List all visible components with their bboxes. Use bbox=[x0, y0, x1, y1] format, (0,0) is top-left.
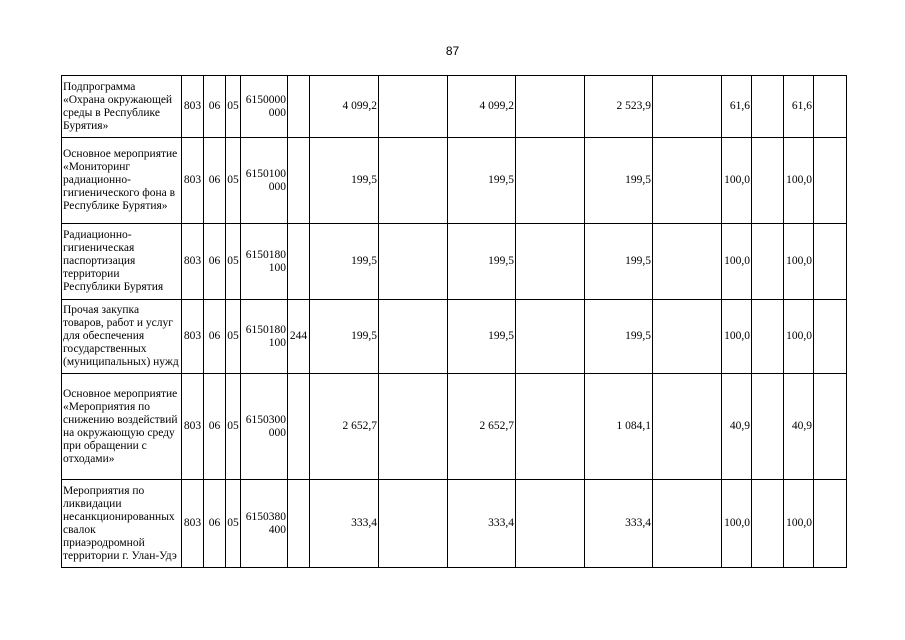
empty-cell bbox=[814, 224, 847, 300]
percent-approved-cell: 61,6 bbox=[722, 76, 752, 138]
percent-approved-cell: 100,0 bbox=[722, 138, 752, 224]
empty-cell bbox=[814, 138, 847, 224]
empty-cell bbox=[516, 374, 585, 480]
section-code-cell: 06 bbox=[204, 224, 226, 300]
executed-amount-cell: 199,5 bbox=[585, 300, 653, 374]
empty-cell bbox=[814, 76, 847, 138]
expense-type-cell bbox=[288, 224, 310, 300]
empty-cell bbox=[752, 138, 784, 224]
empty-cell bbox=[653, 224, 722, 300]
approved-amount-cell: 2 652,7 bbox=[310, 374, 379, 480]
row-name-cell: Основное мероприятие «Мероприятия по снижению воздействий на окружающую среду при обращении с отходами» bbox=[62, 374, 182, 480]
ministry-code-cell: 803 bbox=[182, 138, 204, 224]
empty-cell bbox=[653, 480, 722, 568]
percent-refined-cell: 61,6 bbox=[784, 76, 814, 138]
ministry-code-cell: 803 bbox=[182, 374, 204, 480]
empty-cell bbox=[379, 76, 448, 138]
percent-approved-cell: 100,0 bbox=[722, 480, 752, 568]
executed-amount-cell: 199,5 bbox=[585, 224, 653, 300]
target-article-cell: 6150180 100 bbox=[241, 224, 288, 300]
approved-amount-cell: 333,4 bbox=[310, 480, 379, 568]
subsection-code-cell: 05 bbox=[226, 138, 241, 224]
executed-amount-cell: 1 084,1 bbox=[585, 374, 653, 480]
ministry-code-cell: 803 bbox=[182, 480, 204, 568]
expense-type-cell bbox=[288, 138, 310, 224]
empty-cell bbox=[516, 76, 585, 138]
approved-amount-cell: 4 099,2 bbox=[310, 76, 379, 138]
section-code-cell: 06 bbox=[204, 374, 226, 480]
row-name-cell: Основное мероприятие «Мониторинг радиационно-гигиенического фона в Республике Бурятия» bbox=[62, 138, 182, 224]
page-number: 87 bbox=[445, 44, 460, 58]
approved-amount-cell: 199,5 bbox=[310, 224, 379, 300]
subsection-code-cell: 05 bbox=[226, 300, 241, 374]
executed-amount-cell: 2 523,9 bbox=[585, 76, 653, 138]
refined-amount-cell: 199,5 bbox=[448, 138, 516, 224]
section-code-cell: 06 bbox=[204, 300, 226, 374]
empty-cell bbox=[752, 374, 784, 480]
refined-amount-cell: 4 099,2 bbox=[448, 76, 516, 138]
expense-type-cell bbox=[288, 374, 310, 480]
percent-refined-cell: 40,9 bbox=[784, 374, 814, 480]
empty-cell bbox=[752, 224, 784, 300]
percent-approved-cell: 100,0 bbox=[722, 300, 752, 374]
empty-cell bbox=[653, 374, 722, 480]
empty-cell bbox=[516, 480, 585, 568]
empty-cell bbox=[752, 480, 784, 568]
refined-amount-cell: 199,5 bbox=[448, 224, 516, 300]
row-name-cell: Прочая закупка товаров, работ и услуг для обеспечения государственных (муниципальных) нужд bbox=[62, 300, 182, 374]
refined-amount-cell: 333,4 bbox=[448, 480, 516, 568]
ministry-code-cell: 803 bbox=[182, 300, 204, 374]
subsection-code-cell: 05 bbox=[226, 224, 241, 300]
subsection-code-cell: 05 bbox=[226, 374, 241, 480]
empty-cell bbox=[379, 300, 448, 374]
row-name-cell: Мероприятия по ликвидации несанкционированных свалок приаэродромной территории г. Улан-Удэ bbox=[62, 480, 182, 568]
subsection-code-cell: 05 bbox=[226, 480, 241, 568]
empty-cell bbox=[814, 374, 847, 480]
empty-cell bbox=[516, 224, 585, 300]
empty-cell bbox=[379, 374, 448, 480]
subsection-code-cell: 05 bbox=[226, 76, 241, 138]
approved-amount-cell: 199,5 bbox=[310, 300, 379, 374]
percent-refined-cell: 100,0 bbox=[784, 300, 814, 374]
percent-approved-cell: 100,0 bbox=[722, 224, 752, 300]
section-code-cell: 06 bbox=[204, 76, 226, 138]
executed-amount-cell: 199,5 bbox=[585, 138, 653, 224]
row-name-cell: Радиационно-гигиеническая паспортизация территории Республики Бурятия bbox=[62, 224, 182, 300]
percent-refined-cell: 100,0 bbox=[784, 480, 814, 568]
expense-type-cell bbox=[288, 76, 310, 138]
empty-cell bbox=[379, 480, 448, 568]
percent-refined-cell: 100,0 bbox=[784, 138, 814, 224]
table-row bbox=[62, 480, 847, 568]
executed-amount-cell: 333,4 bbox=[585, 480, 653, 568]
empty-cell bbox=[653, 300, 722, 374]
empty-cell bbox=[814, 300, 847, 374]
empty-cell bbox=[379, 138, 448, 224]
row-name-cell: Подпрограмма «Охрана окружающей среды в Республике Бурятия» bbox=[62, 76, 182, 138]
refined-amount-cell: 199,5 bbox=[448, 300, 516, 374]
table-row bbox=[62, 300, 847, 374]
table-row bbox=[62, 224, 847, 300]
section-code-cell: 06 bbox=[204, 138, 226, 224]
ministry-code-cell: 803 bbox=[182, 224, 204, 300]
expense-type-cell bbox=[288, 480, 310, 568]
target-article-cell: 6150000 000 bbox=[241, 76, 288, 138]
table-row bbox=[62, 374, 847, 480]
empty-cell bbox=[379, 224, 448, 300]
empty-cell bbox=[516, 300, 585, 374]
target-article-cell: 6150100 000 bbox=[241, 138, 288, 224]
empty-cell bbox=[653, 76, 722, 138]
refined-amount-cell: 2 652,7 bbox=[448, 374, 516, 480]
target-article-cell: 6150380 400 bbox=[241, 480, 288, 568]
target-article-cell: 6150180 100 bbox=[241, 300, 288, 374]
empty-cell bbox=[752, 300, 784, 374]
empty-cell bbox=[814, 480, 847, 568]
target-article-cell: 6150300 000 bbox=[241, 374, 288, 480]
section-code-cell: 06 bbox=[204, 480, 226, 568]
percent-refined-cell: 100,0 bbox=[784, 224, 814, 300]
percent-approved-cell: 40,9 bbox=[722, 374, 752, 480]
table-row bbox=[62, 76, 847, 138]
budget-table bbox=[61, 75, 847, 568]
table-row bbox=[62, 138, 847, 224]
approved-amount-cell: 199,5 bbox=[310, 138, 379, 224]
ministry-code-cell: 803 bbox=[182, 76, 204, 138]
empty-cell bbox=[653, 138, 722, 224]
expense-type-cell: 244 bbox=[288, 300, 310, 374]
empty-cell bbox=[752, 76, 784, 138]
empty-cell bbox=[516, 138, 585, 224]
